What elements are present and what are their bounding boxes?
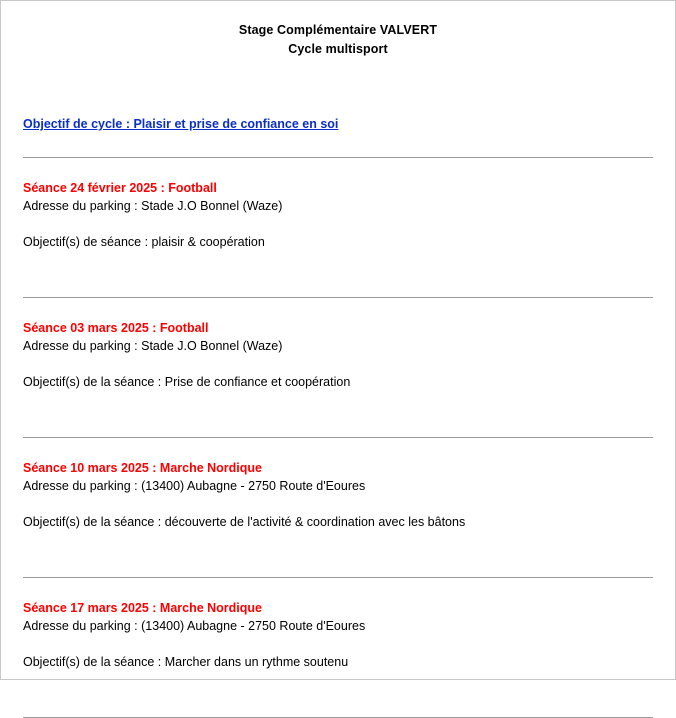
session-title: Séance 10 mars 2025 : Marche Nordique	[23, 461, 263, 475]
document-title: Stage Complémentaire VALVERT	[238, 23, 438, 37]
session-parking-address: Adresse du parking : (13400) Aubagne - 2750 Route d'Eoures	[23, 479, 366, 493]
session-block	[23, 180, 653, 252]
spacer	[23, 252, 653, 273]
session-parking-address: Adresse du parking : Stade J.O Bonnel (Waze)	[23, 339, 283, 353]
spacer	[23, 672, 653, 693]
cycle-objective-heading: Objectif de cycle : Plaisir et prise de confiance en soi	[23, 117, 339, 131]
divider	[23, 297, 653, 298]
divider	[23, 157, 653, 158]
session-title: Séance 24 février 2025 : Football	[23, 181, 217, 195]
document-body	[1, 59, 675, 718]
session-block	[23, 460, 653, 532]
spacer	[23, 392, 653, 413]
session-objective: Objectif(s) de la séance : découverte de l'activité & coordination avec les bâtons	[23, 515, 466, 529]
document-subtitle: Cycle multisport	[288, 42, 388, 56]
session-block	[23, 320, 653, 392]
session-parking-address: Adresse du parking : (13400) Aubagne - 2750 Route d'Eoures	[23, 619, 366, 633]
spacer	[23, 532, 653, 553]
divider	[23, 437, 653, 438]
session-objective: Objectif(s) de la séance : Prise de confiance et coopération	[23, 375, 351, 389]
session-objective: Objectif(s) de la séance : Marcher dans un rythme soutenu	[23, 655, 349, 669]
session-objective: Objectif(s) de séance : plaisir & coopération	[23, 235, 265, 249]
cycle-objective-wrapper	[23, 59, 653, 133]
session-title: Séance 03 mars 2025 : Football	[23, 321, 209, 335]
session-parking-address: Adresse du parking : Stade J.O Bonnel (Waze)	[23, 199, 283, 213]
session-block	[23, 600, 653, 672]
divider	[23, 577, 653, 578]
session-title: Séance 17 mars 2025 : Marche Nordique	[23, 601, 263, 615]
